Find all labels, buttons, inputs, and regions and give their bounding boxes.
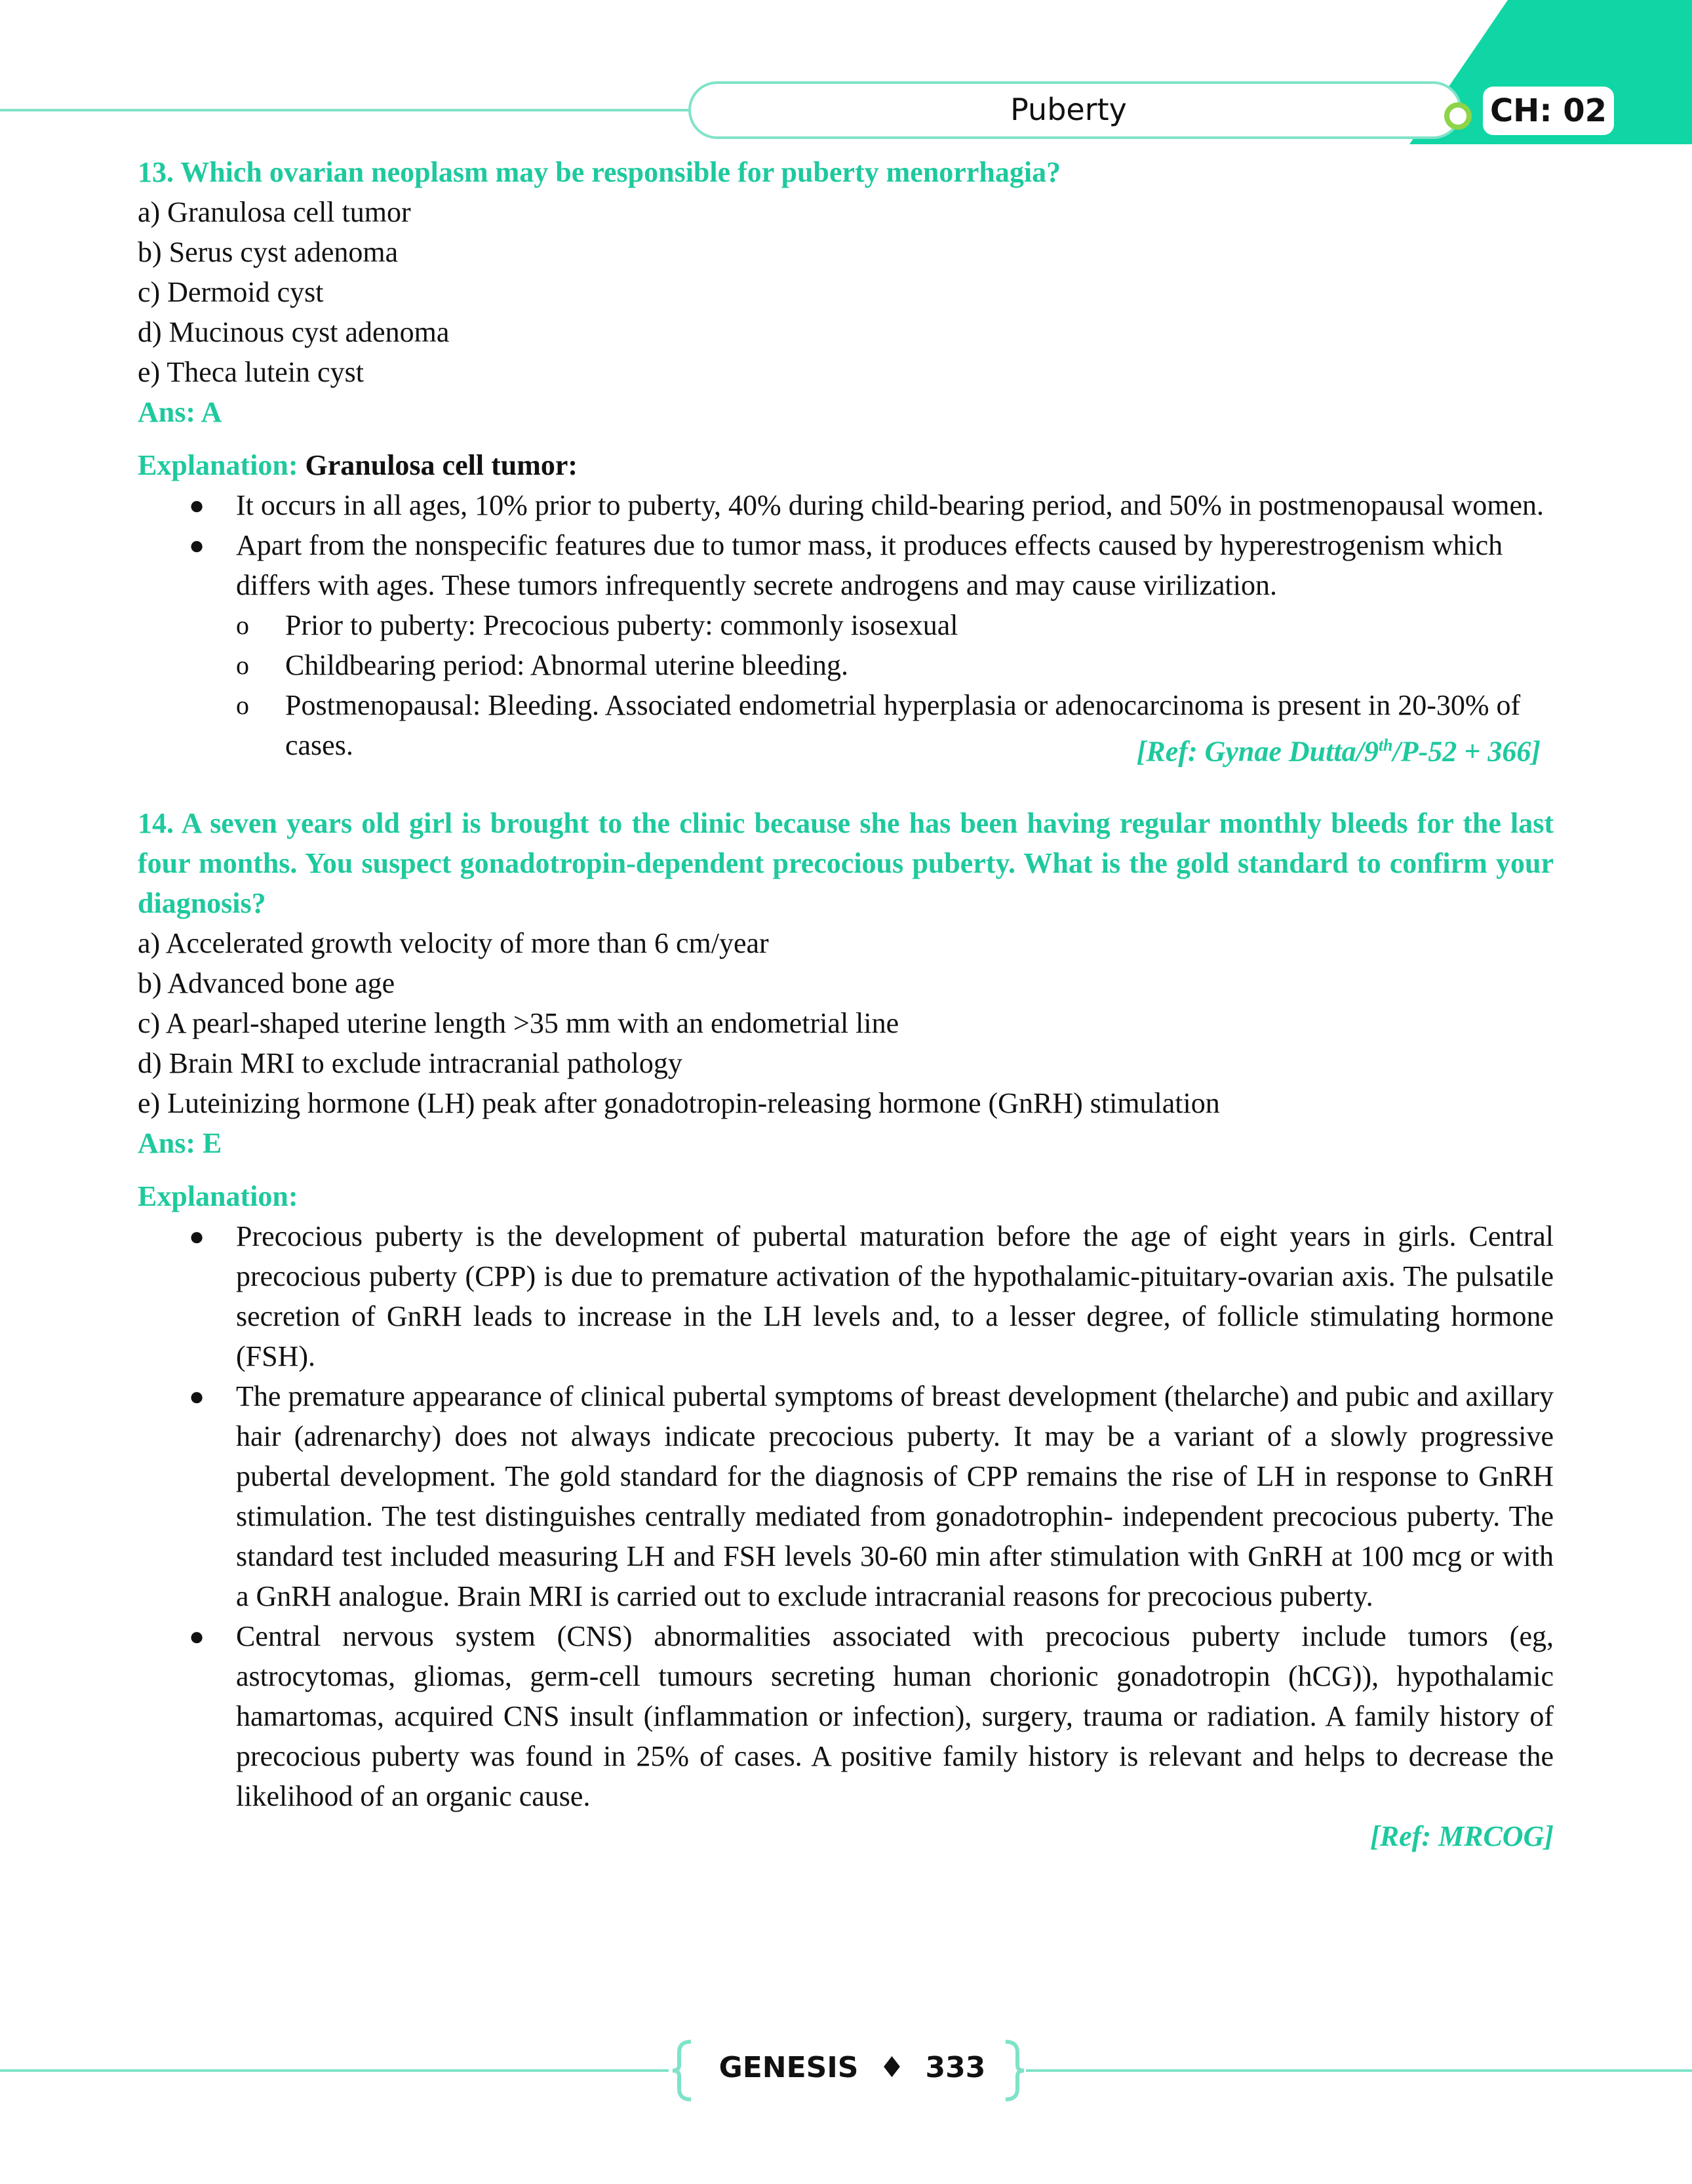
list-item (138, 685, 1554, 768)
list-item (138, 485, 1554, 525)
bullet-text: Apart from the nonspecific features due to tumor mass, it produces effects caused by hyperestrogenism which differs with ages. These tumors infrequently secrete androgens and may cause virilization. (236, 529, 1503, 601)
bullet-list (138, 1216, 1554, 1816)
circle-bullet-icon: o (236, 690, 249, 720)
bullet-text: Prior to puberty: Precocious puberty: commonly isosexual (285, 609, 958, 641)
page-title: Puberty (1010, 92, 1127, 127)
list-item (138, 605, 1554, 645)
option-d: d) Mucinous cyst adenoma (138, 316, 450, 348)
option-e: e) Theca lutein cyst (138, 356, 364, 388)
circle-bullet-icon: o (236, 610, 249, 640)
footer-rule-right (1026, 2069, 1692, 2072)
explanation (138, 445, 1554, 768)
footer (708, 2051, 996, 2084)
reference: [Ref: Gynae Dutta/9th/P-52 + 366] (1136, 735, 1541, 768)
question-13 (138, 152, 1554, 768)
list-item (138, 1376, 1554, 1616)
question-text: 13. Which ovarian neoplasm may be responsible for puberty menorrhagia? (138, 156, 1061, 188)
list-item (138, 1616, 1554, 1816)
bullet-text: Postmenopausal: Bleeding. Associated endometrial hyperplasia or adenocarcinoma is present in 20-30% of cases. (285, 689, 1521, 761)
right-bracket-icon (1002, 2039, 1028, 2102)
option-d: d) Brain MRI to exclude intracranial pathology (138, 1047, 682, 1079)
bullet-text: It occurs in all ages, 10% prior to puberty, 40% during child-bearing period, and 50% in postmenopausal women. (236, 489, 1544, 521)
reference: [Ref: MRCOG] (1370, 1820, 1554, 1852)
bullet-icon: ● (189, 1621, 205, 1651)
footer-brand: GENESIS (718, 2051, 859, 2084)
circle-icon (1444, 102, 1472, 130)
explanation-label: Explanation: (138, 1180, 298, 1212)
question-text: 14. A seven years old girl is brought to the clinic because she has been having regular monthly bleeds for the last four months. You suspect gonadotropin-dependent precocious puberty. What is the gold standard to confirm your diagnosis? (138, 807, 1554, 919)
answer: Ans: A (138, 396, 222, 428)
bullet-icon: ● (189, 1221, 205, 1251)
footer-rule-left (0, 2069, 669, 2072)
explanation-label: Explanation: (138, 449, 298, 481)
bullet-icon: ● (189, 490, 205, 520)
bullet-list (138, 485, 1554, 768)
answer: Ans: E (138, 1127, 222, 1159)
list-item (138, 1216, 1554, 1376)
question-14 (138, 803, 1554, 1856)
explanation-heading: Granulosa cell tumor: (305, 449, 578, 481)
option-a: a) Granulosa cell tumor (138, 196, 411, 228)
option-c: c) Dermoid cyst (138, 276, 324, 308)
page-content (138, 152, 1554, 1856)
option-b: b) Serus cyst adenoma (138, 236, 399, 268)
bullet-text: Childbearing period: Abnormal uterine bleeding. (285, 649, 849, 681)
bullet-icon: ● (189, 530, 205, 560)
bullet-text: The premature appearance of clinical pubertal symptoms of breast development (thelarche) and pubic and axillary hair (adrenarchy) does not always indicate precocious puberty. It may be a variant of a slowly progressive pubertal development. The gold standard for the diagnosis of CPP remains the rise of LH in response to GnRH stimulation. The test distinguishes centrally mediated from gonadotrophin- independent precocious puberty. The standard test included measuring LH and FSH levels 30-60 min after stimulation with GnRH at 100 mcg or with a GnRH analogue. Brain MRI is carried out to exclude intracranial reasons for precocious puberty. (236, 1380, 1554, 1612)
bullet-icon: ● (189, 1381, 205, 1411)
sub-bullet-list (138, 605, 1554, 768)
option-a: a) Accelerated growth velocity of more than 6 cm/year (138, 927, 769, 959)
page-number: 333 (925, 2051, 986, 2084)
chapter-badge: CH: 02 (1483, 87, 1614, 135)
circle-bullet-icon: o (236, 650, 249, 680)
bullet-text: Precocious puberty is the development of pubertal maturation before the age of eight years in girls. Central precocious puberty (CPP) is due to premature activation of the hypothalamic-pituitary-ovarian axis. The pulsatile secretion of GnRH leads to increase in the LH levels and, to a lesser degree, of follicle stimulating hormone (FSH). (236, 1220, 1554, 1372)
list-item (138, 525, 1554, 768)
option-c: c) A pearl-shaped uterine length >35 mm with an endometrial line (138, 1007, 899, 1039)
explanation (138, 1176, 1554, 1856)
option-e: e) Luteinizing hormone (LH) peak after gonadotropin-releasing hormone (GnRH) stimulation (138, 1087, 1220, 1119)
left-bracket-icon (669, 2039, 695, 2102)
bullet-text: Central nervous system (CNS) abnormalities associated with precocious puberty include tumors (eg, astrocytomas, gliomas, germ-cell tumours secreting human chorionic gonadotropin (hCG)), hypothalamic hamartomas, acquired CNS insult (inflammation or infection), surgery, trauma or radiation. A family history of precocious puberty was found in 25% of cases. A positive family history is relevant and helps to decrease the likelihood of an organic cause. (236, 1620, 1554, 1812)
list-item (138, 645, 1554, 685)
option-b: b) Advanced bone age (138, 967, 395, 999)
diamond-icon: ♦ (878, 2051, 905, 2084)
